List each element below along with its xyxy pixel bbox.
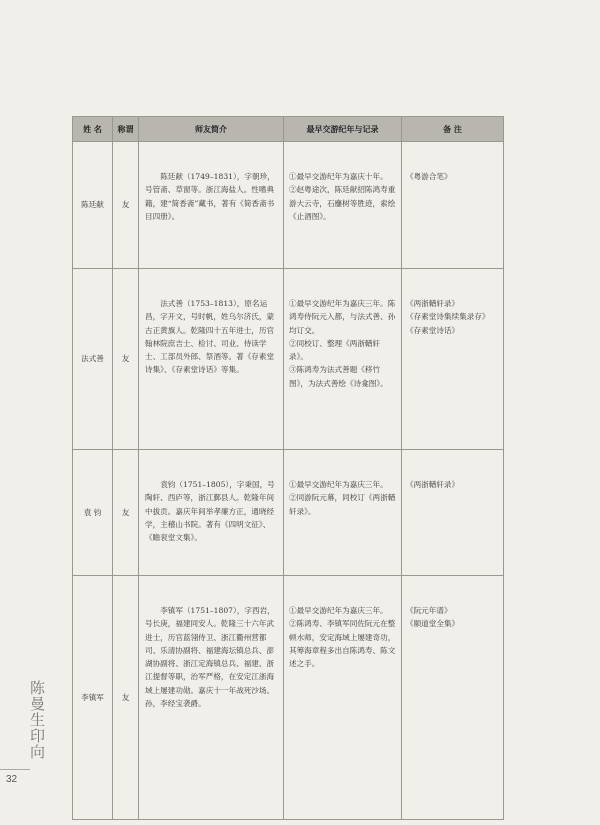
person-name: 法式善 [73, 269, 113, 450]
page-number: 32 [6, 774, 18, 785]
person-title: 友 [113, 450, 139, 576]
record-item: ①最早交游纪年为嘉庆三年。 [289, 480, 388, 489]
note-item: 《存素堂诗话》 [406, 325, 460, 335]
friends-table-container [72, 116, 503, 820]
table-row [73, 269, 504, 450]
bio-cell [139, 142, 284, 269]
table-row [73, 142, 504, 269]
record-item: ②同游阮元幕，同校订《两浙輶轩录》。 [289, 493, 396, 516]
header-record: 最早交游纪年与记录 [284, 117, 402, 142]
header-title: 称谓 [113, 117, 139, 142]
table-row [73, 576, 504, 820]
table-row [73, 450, 504, 576]
record-cell [284, 450, 402, 576]
note-item: 《存素堂诗集续集录存》 [406, 312, 490, 322]
record-cell [284, 142, 402, 269]
record-item: ①最早交游纪年为嘉庆三年。 [289, 606, 388, 615]
bio-cell [139, 269, 284, 450]
person-title: 友 [113, 269, 139, 450]
record-item: ②赵粤途次，陈廷献招陈鸿寿重游大云寺，石鏖树等胜迹，索绘《止酒图》。 [289, 185, 396, 221]
note-item: 《两浙輶轩录》 [406, 480, 460, 489]
person-title: 友 [113, 576, 139, 820]
header-bio: 师友简介 [139, 117, 284, 142]
record-item: ③陈鸿寿为法式善题《移竹图》，为法式善绘《诗龛图》。 [289, 365, 388, 388]
record-item: ①最早交游纪年为嘉庆十年。 [289, 172, 388, 181]
record-item: ①最早交游纪年为嘉庆三年。陈鸿寿侍阮元入都，与法式善、孙均订交。 [289, 299, 396, 335]
header-name: 姓 名 [73, 117, 113, 142]
bio-text: 李镇军（1751–1807），字西岩，号长庚，福建同安人。乾隆三十六年武进士，历官蓝翎侍卫、浙江衢州营都司、乐清协副将、福建海坛镇总兵、澎湖协副将、浙江定海镇总兵、福建、浙江提督等职，治军严格，在安定江浙海域上屡建功勋。嘉庆十一年战死沙场。孙，李经宝袭爵。 [145, 606, 275, 708]
table-header-row [73, 117, 504, 142]
person-name: 袁 钧 [73, 450, 113, 576]
note-item: 《阮元年谱》 [406, 606, 452, 615]
note-item: 《颐道堂全集》 [406, 619, 460, 629]
bio-cell [139, 450, 284, 576]
corner-divider [0, 769, 30, 770]
note-item: 《两浙輶轩录》 [406, 299, 460, 308]
note-cell [402, 576, 504, 820]
bio-text: 法式善（1753–1813），原名运昌，字开文，号时帆，姓乌尔济氏，蒙古正黄旗人。乾隆四十五年进士，历官翰林院庶吉士、检讨、司业、侍读学士、工部员外郎、祭酒等。著《存素堂诗集》、《存素堂诗话》等集。 [145, 299, 275, 375]
note-item: 《粤游合笔》 [406, 172, 452, 181]
person-name: 陈廷献 [73, 142, 113, 269]
header-note: 备 注 [402, 117, 504, 142]
record-item: ②同校订、整理《两浙輶轩录》。 [289, 338, 381, 362]
note-cell [402, 142, 504, 269]
bio-text: 陈廷献（1749–1831），字朝珍，号管斋、草窗等。浙江海盐人。性嗜典籍，建“简香斋”藏书，著有《简香斋书目四册》。 [145, 172, 275, 221]
bio-cell [139, 576, 284, 820]
bio-text: 袁钧（1751–1805），字秉国，号陶轩、西庐等，浙江鄞县人。乾隆年间中拔贡。嘉庆年间举孝廉方正，通晓经学，主稽山书院。著有《四明文征》、《瞻衮堂文集》。 [145, 480, 275, 543]
series-calligraphy-mark: 陈曼生印向 [28, 680, 46, 760]
record-item: ②陈鸿寿、李镇军同佐阮元在整顿水师，安定海域上屡建奇功，其筹海章程多出自陈鸿寿、陈文述之手。 [289, 619, 396, 669]
record-cell [284, 269, 402, 450]
friends-table [72, 116, 504, 820]
person-name: 李镇军 [73, 576, 113, 820]
note-cell [402, 269, 504, 450]
note-cell [402, 450, 504, 576]
person-title: 友 [113, 142, 139, 269]
record-cell [284, 576, 402, 820]
